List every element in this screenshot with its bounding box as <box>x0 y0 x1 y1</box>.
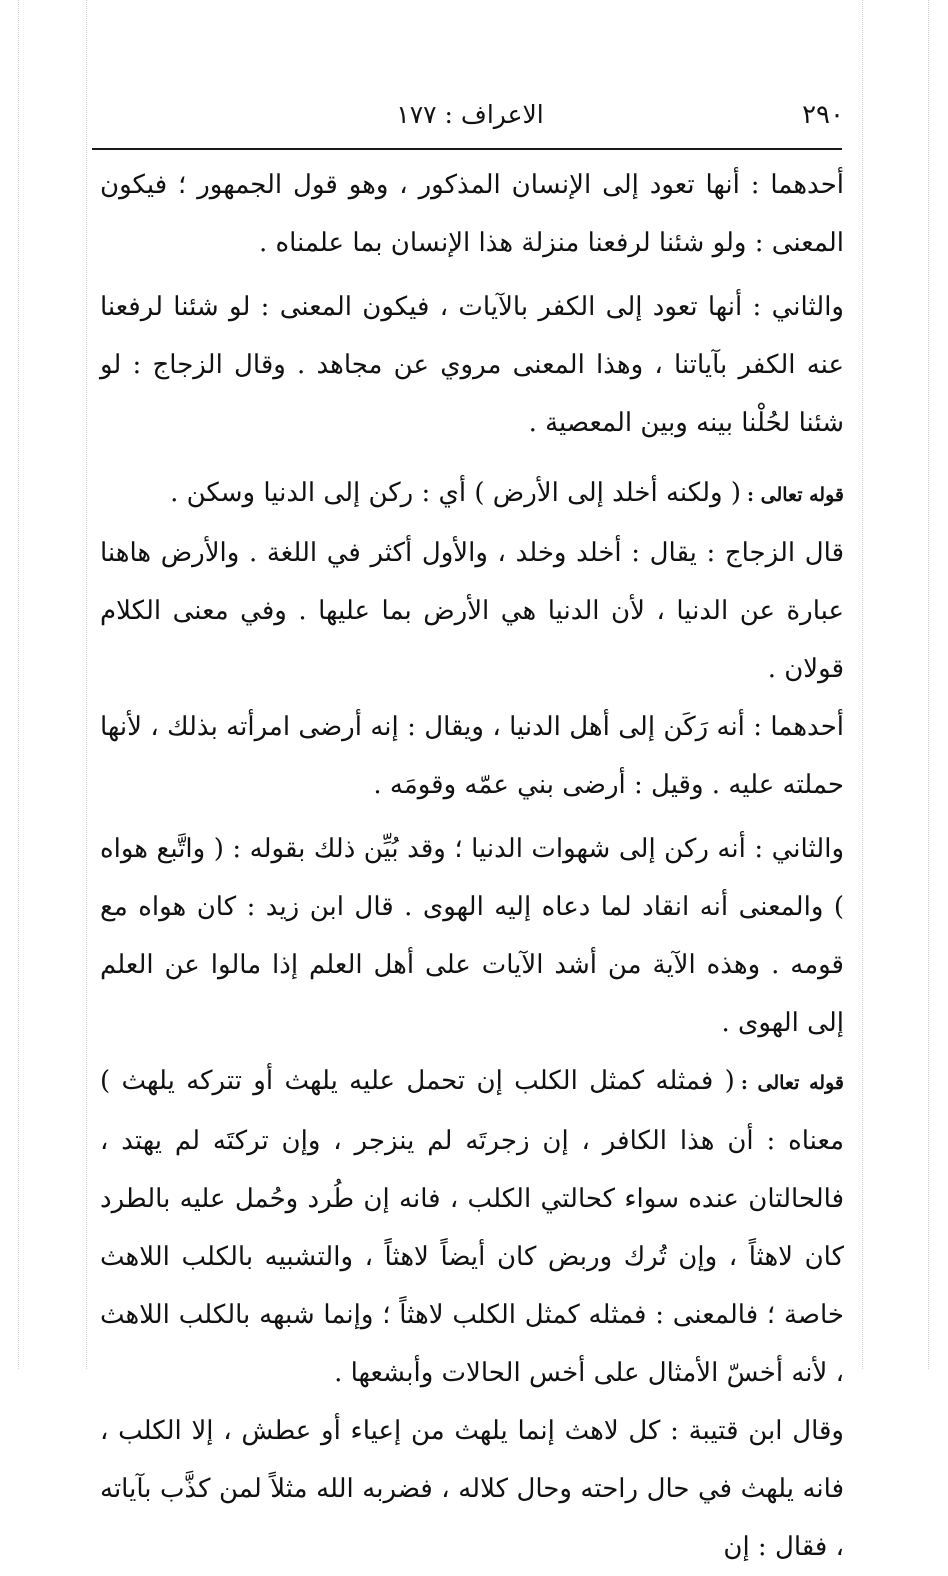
paragraph-text: قال الزجاج : يقال : أخلد وخلد ، والأول أكثر في اللغة . والأرض هاهنا عبارة عن الدنيا ، لأن الدنيا هي الأرض بما عليها . وفي معنى الكلام قولان . <box>100 538 844 684</box>
paragraph <box>100 278 844 452</box>
running-head: الاعراف : ١٧٧ <box>396 100 544 129</box>
paragraph <box>100 1052 844 1402</box>
scan-edge-line <box>86 0 87 1369</box>
paragraph <box>100 464 844 524</box>
paragraph <box>100 524 844 698</box>
scan-edge-line <box>862 0 863 1369</box>
paragraph-text: والثاني : أنها تعود إلى الكفر بالآيات ، فيكون المعنى : لو شئنا لرفعنا عنه الكفر بآياتنا ، وهذا المعنى مروي عن مجاهد . وقال الزجاج : لو شئنا لحُلْنا بينه وبين المعصية . <box>100 292 844 438</box>
scan-edge-line <box>18 0 19 1369</box>
header-rule <box>92 148 842 150</box>
paragraph <box>100 698 844 814</box>
paragraph-text: أحدهما : أنه رَكَن إلى أهل الدنيا ، ويقال : إنه أرضى امرأته بذلك ، لأنها حملته عليه . وقيل : أرضى بني عمّه وقومَه . <box>100 712 844 800</box>
page-body <box>100 156 844 1576</box>
paragraph-text: والثاني : أنه ركن إلى شهوات الدنيا ؛ وقد بُيِّن ذلك بقوله : ( واتَّبع هواه ) والمعنى أنه انقاد لما دعاه إليه الهوى . قال ابن زيد : كان هواه مع قومه . وهذه الآية من أشد الآيات على أهل العلم إذا مالوا عن العلم إلى الهوى . <box>100 834 844 1038</box>
page-header <box>96 92 844 136</box>
page-number: ٢٩٠ <box>802 100 844 130</box>
verse-label: قوله تعالى : <box>747 484 844 506</box>
paragraph-text: ( ولكنه أخلد إلى الأرض ) أي : ركن إلى الدنيا وسكن . <box>170 478 741 508</box>
paragraph <box>100 820 844 1052</box>
paragraph-text: وقال ابن قتيبة : كل لاهث إنما يلهث من إعياء أو عطش ، إلا الكلب ، فانه يلهث في حال راحته وحال كلاله ، فضربه الله مثلاً لمن كذَّب بآياته ، فقال : إن <box>100 1416 844 1562</box>
paragraph-text: ( فمثله كمثل الكلب إن تحمل عليه يلهث أو تتركه يلهث ) معناه : أن هذا الكافر ، إن زجرتَه لم ينزجر ، وإن تركتَه لم يهتد ، فالحالتان عنده سواء كحالتي الكلب ، فانه إن طُرد وحُمل عليه بالطرد كان لاهثاً ، وإن تُرك وربض كان أيضاً لاهثاً ، والتشبيه بالكلب اللاهث خاصة ؛ فالمعنى : فمثله كمثل الكلب لاهثاً ؛ وإنما شبهه بالكلب اللاهث ، لأنه أخسّ الأمثال على أخس الحالات وأبشعها . <box>100 1066 844 1388</box>
paragraph-text: أحدهما : أنها تعود إلى الإنسان المذكور ، وهو قول الجمهور ؛ فيكون المعنى : ولو شئنا لرفعنا منزلة هذا الإنسان بما علمناه . <box>100 170 844 258</box>
paragraph <box>100 1402 844 1576</box>
verse-label: قوله تعالى : <box>740 1072 844 1094</box>
paragraph <box>100 156 844 272</box>
scan-edge-line <box>928 0 929 1369</box>
